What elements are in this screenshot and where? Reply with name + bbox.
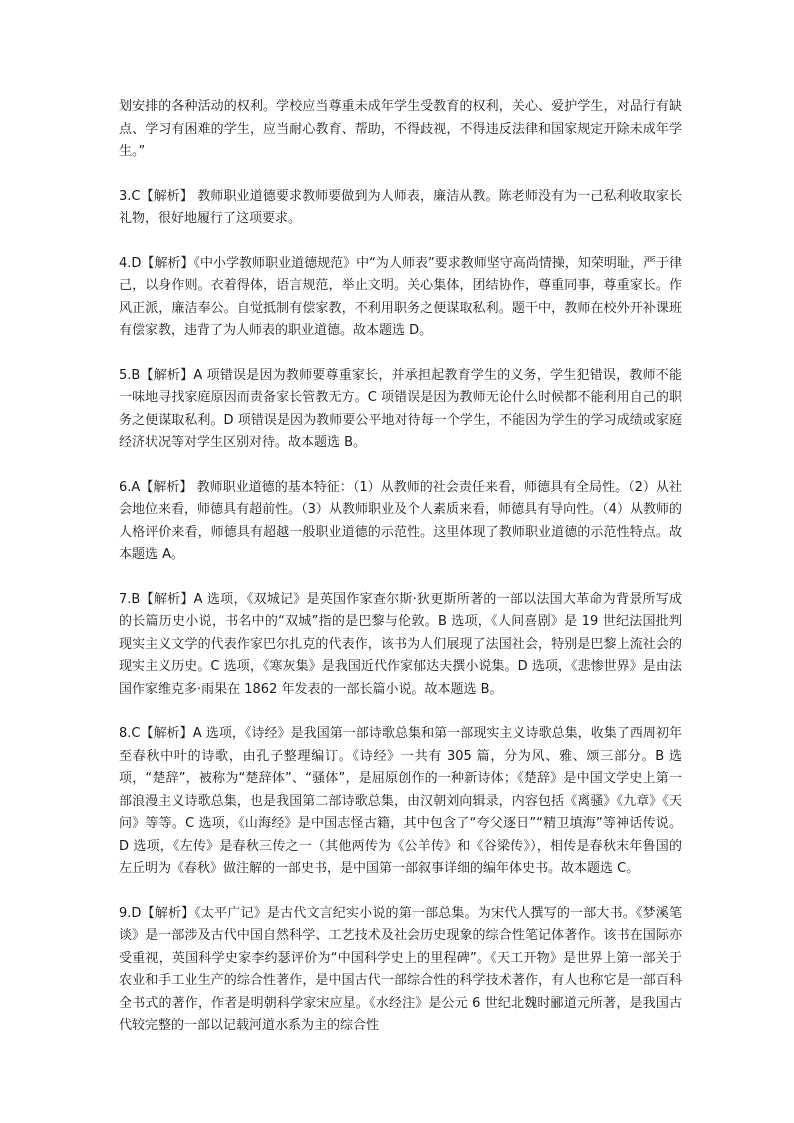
answer-7: 7.B【解析】A 选项，《双城记》是英国作家查尔斯·狄更斯所著的一部以法国大革命为背景所写成的长篇历史小说，书名中的“双城”指的是巴黎与伦敦。B 选项，《人间喜剧》是 19 世纪法国批判现实主义文学的代表作家巴尔扎克的代表作，该书为人们展现了法国社会，特别是巴黎上流社会的现实主义历史。C 选项，《寒灰集》是我国近代作家郁达夫撰小说集。D 选项，《悲惨世界》是由法国作家维克多·雨果在 1862 年发表的一部长篇小说。故本题选 B。 bbox=[119, 591, 682, 697]
document-body bbox=[119, 96, 682, 1038]
answer-9: 9.D【解析】《太平广记》是古代文言纪实小说的第一部总集。为宋代人撰写的一部大书。《梦溪笔谈》是一部涉及古代中国自然科学、工艺技术及社会历史现象的综合性笔记体著作。该书在国际亦受重视，英国科学史家李约瑟评价为“中国科学史上的里程碑”。《天工开物》是世界上第一部关于农业和手工业生产的综合性著作，是中国古代一部综合性的科学技术著作，有人也称它是一部百科全书式的著作，作者是明朝科学家宋应星。《水经注》是公元 6 世纪北魏时郦道元所著，是我国古代较完整的一部以记载河道水系为主的综合性 bbox=[119, 905, 682, 1033]
answer-6: 6.A【解析】 教师职业道德的基本特征：（1）从教师的社会责任来看，师德具有全局性。（2）从社会地位来看，师德具有超前性。（3）从教师职业及个人素质来看，师德具有导向性。（4）从教师的人格评价来看，师德具有超越一般职业道德的示范性。这里体现了教师职业道德的示范性特点。故本题选 A。 bbox=[119, 479, 682, 562]
paragraph-continuation: 划安排的各种活动的权利。学校应当尊重未成年学生受教育的权利，关心、爱护学生，对品行有缺点、学习有困难的学生，应当耐心教育、帮助，不得歧视，不得违反法律和国家规定开除未成年学生。” bbox=[119, 99, 682, 159]
answer-4: 4.D【解析】《中小学教师职业道德规范》中“为人师表”要求教师坚守高尚情操，知荣明耻，严于律己，以身作则。衣着得体，语言规范，举止文明。关心集体，团结协作，尊重同事，尊重家长。作风正派，廉洁奉公。自觉抵制有偿家教，不利用职务之便谋取私利。题干中，教师在校外开补课班有偿家教，违背了为人师表的职业道德。故本题选 D。 bbox=[119, 255, 682, 338]
answer-5: 5.B【解析】A 项错误是因为教师要尊重家长，并承担起教育学生的义务，学生犯错误，教师不能一味地寻找家庭原因而责备家长管教无方。C 项错误是因为教师无论什么时候都不能利用自己的职务之便谋取私利。D 项错误是因为教师要公平地对待每一个学生，不能因为学生的学习成绩或家庭经济状况等对学生区别对待。故本题选 B。 bbox=[119, 367, 682, 450]
answer-8: 8.C【解析】A 选项，《诗经》是我国第一部诗歌总集和第一部现实主义诗歌总集，收集了西周初年至春秋中叶的诗歌，由孔子整理编订。《诗经》一共有 305 篇，分为风、雅、颂三部分。B 选项，“楚辞”，被称为“楚辞体”、“骚体”，是屈原创作的一种新诗体；《楚辞》是中国文学史上第一部浪漫主义诗歌总集，也是我国第二部诗歌总集，由汉朝刘向辑录，内容包括《离骚》《九章》《天问》等等。C 选项，《山海经》是中国志怪古籍，其中包含了“夸父逐日”“精卫填海”等神话传说。D 选项，《左传》是春秋三传之一（其他两传为《公羊传》和《谷梁传》），相传是春秋末年鲁国的左丘明为《春秋》做注解的一部史书，是中国第一部叙事详细的编年体史书。故本题选 C。 bbox=[119, 726, 682, 876]
answer-3: 3.C【解析】 教师职业道德要求教师要做到为人师表，廉洁从教。陈老师没有为一己私利收取家长礼物，很好地履行了这项要求。 bbox=[119, 188, 682, 226]
